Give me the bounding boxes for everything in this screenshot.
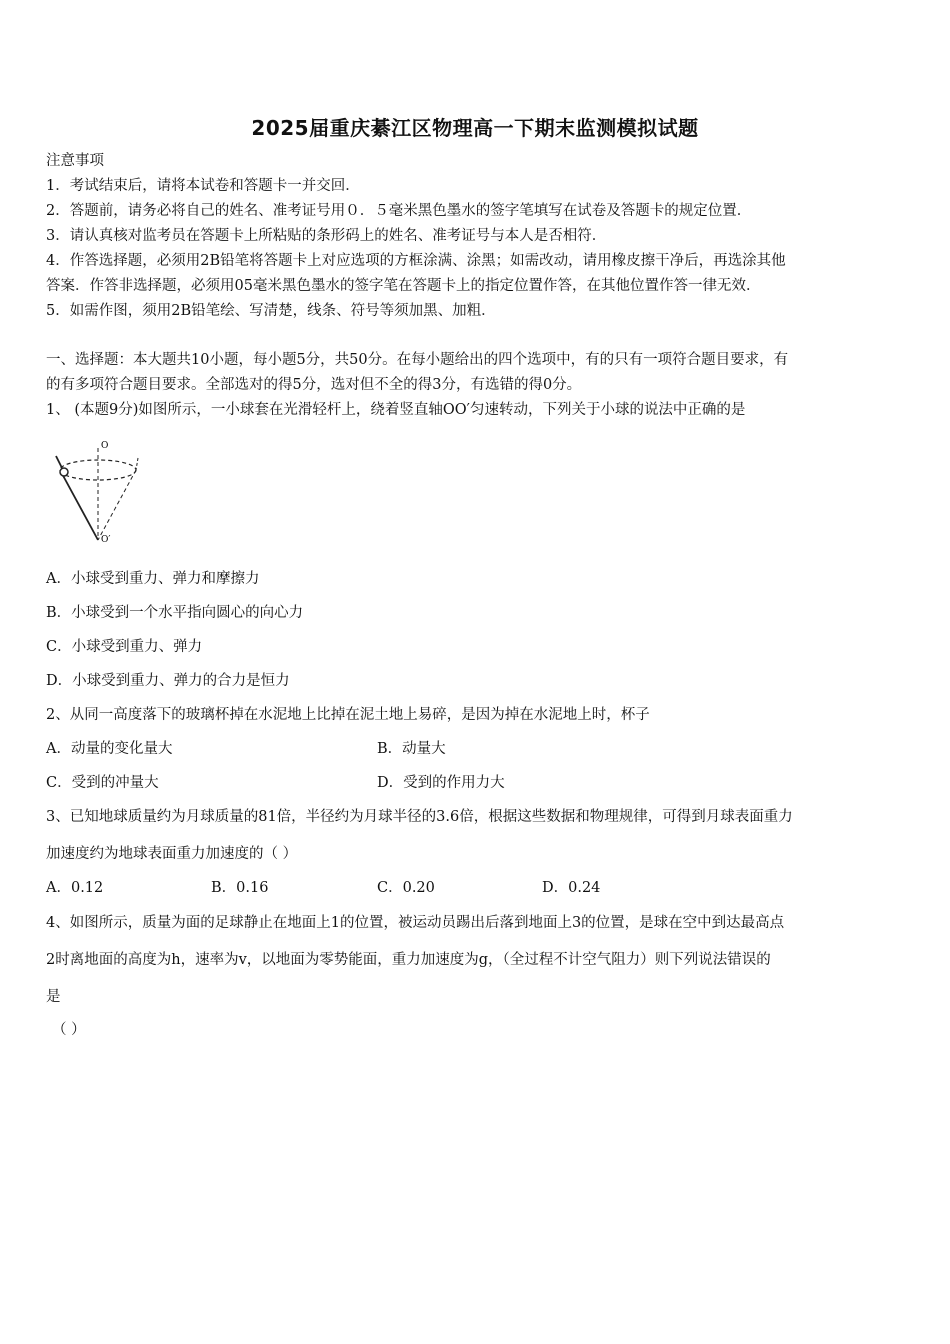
notice-item: 1．考试结束后，请将本试卷和答题卡一并交回． bbox=[46, 178, 360, 194]
section-instructions: 一、选择题：本大题共10小题，每小题5分，共50分。在每小题给出的四个选项中，有的只有一项符合题目要求，有 bbox=[46, 352, 789, 368]
q2-option-d: D．受到的作用力大 bbox=[377, 775, 505, 791]
rotating-rod-figure bbox=[50, 436, 150, 546]
question-4-stem: 4、如图所示，质量为面的足球静止在地面上1的位置，被运动员踢出后落到地面上3的位置，是球在空中到达最高点 bbox=[46, 915, 785, 931]
notice-item: 5．如需作图，须用2B铅笔绘、写清楚，线条、符号等须加黑、加粗． bbox=[46, 303, 496, 319]
ball-icon bbox=[60, 468, 68, 476]
notice-item: 2．答题前，请务必将自己的姓名、准考证号用０．５毫米黑色墨水的签字笔填写在试卷及答题卡的规定位置． bbox=[46, 203, 752, 219]
q2-option-b: B．动量大 bbox=[377, 741, 446, 757]
axis-label-bottom: O′ bbox=[101, 535, 111, 545]
question-2-stem: 2、从同一高度落下的玻璃杯掉在水泥地上比掉在泥土地上易碎，是因为掉在水泥地上时，杯子 bbox=[46, 707, 650, 723]
q3-option-b: B．0.16 bbox=[211, 880, 269, 896]
answer-parenthesis: （ ） bbox=[52, 1022, 86, 1038]
question-4-stem: 是 bbox=[46, 989, 61, 1005]
rod-top-dashed bbox=[136, 458, 138, 470]
q1-option-a: A．小球受到重力、弹力和摩擦力 bbox=[46, 571, 260, 587]
rod-line bbox=[60, 470, 98, 540]
page-title: 2025届重庆綦江区物理高一下期末监测模拟试题 bbox=[251, 116, 699, 140]
notice-item: 3．请认真核对监考员在答题卡上所粘贴的条形码上的姓名、准考证号与本人是否相符． bbox=[46, 228, 607, 244]
q1-option-c: C．小球受到重力、弹力 bbox=[46, 639, 203, 655]
q2-option-c: C．受到的冲量大 bbox=[46, 775, 159, 791]
question-1-stem: 1、 (本题9分)如图所示，一小球套在光滑轻杆上，绕着竖直轴OO′匀速转动，下列关于小球的说法中正确的是 bbox=[46, 402, 746, 418]
section-instructions: 的有多项符合题目要求。全部选对的得5分，选对但不全的得3分，有选错的得0分。 bbox=[46, 377, 582, 393]
q3-option-d: D．0.24 bbox=[542, 880, 601, 896]
cone-side-dashed bbox=[98, 470, 136, 540]
notice-heading: 注意事项 bbox=[46, 153, 104, 169]
q1-option-d: D．小球受到重力、弹力的合力是恒力 bbox=[46, 673, 290, 689]
q2-option-a: A．动量的变化量大 bbox=[46, 741, 173, 757]
notice-item: 4．作答选择题，必须用2B铅笔将答题卡上对应选项的方框涂满、涂黑；如需改动，请用橡皮擦干净后，再选涂其他 bbox=[46, 253, 786, 269]
axis-label-top: O bbox=[101, 441, 109, 451]
q3-option-a: A．0.12 bbox=[46, 880, 104, 896]
question-3-stem: 加速度约为地球表面重力加速度的（ ） bbox=[46, 846, 298, 862]
q3-option-c: C．0.20 bbox=[377, 880, 435, 896]
question-3-stem: 3、已知地球质量约为月球质量的81倍，半径约为月球半径的3.6倍，根据这些数据和物理规律，可得到月球表面重力 bbox=[46, 809, 793, 825]
notice-item: 答案．作答非选择题，必须用05毫米黑色墨水的签字笔在答题卡上的指定位置作答，在其他位置作答一律无效． bbox=[46, 278, 761, 294]
q1-option-b: B．小球受到一个水平指向圆心的向心力 bbox=[46, 605, 304, 621]
question-4-stem: 2时离地面的高度为h，速率为v，以地面为零势能面，重力加速度为g，（全过程不计空气阻力）则下列说法错误的 bbox=[46, 952, 771, 968]
